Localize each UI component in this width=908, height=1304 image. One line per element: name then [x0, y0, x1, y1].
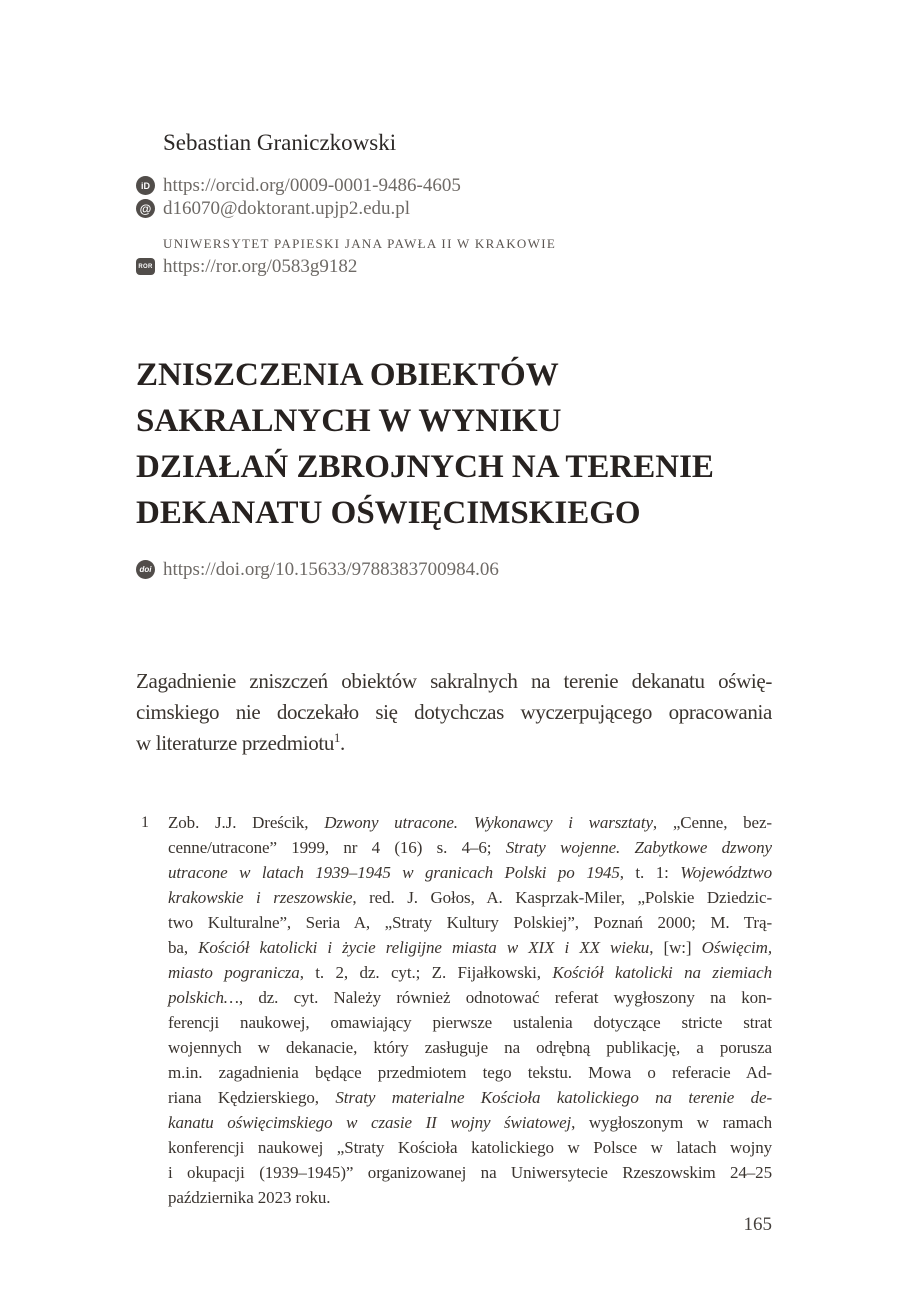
doi-icon: doi [136, 560, 155, 579]
lead-paragraph: Zagadnienie zniszczeń obiektów sakralnych na terenie dekanatu oświę- cimskiego nie doczekało się dotychczas wyczerpującego opracowania w literaturze przedmiotu$^1$. [136, 669, 772, 755]
title-line: DEKANATU OŚWIĘCIMSKIEGO [136, 495, 641, 531]
orcid-link[interactable]: https://orcid.org/0009-0001-9486-4605 [163, 175, 461, 196]
doi-row [136, 558, 499, 581]
ror-row [136, 255, 357, 278]
title-line: ZNISZCZENIA OBIEKTÓW [136, 357, 559, 393]
author-name: Sebastian Graniczkowski [163, 130, 397, 155]
title-line: DZIAŁAŃ ZBROJNYCH NA TERENIE [136, 449, 714, 485]
footnote [136, 810, 772, 1210]
article-title [136, 352, 816, 536]
email-link[interactable]: d16070@doktorant.upjp2.edu.pl [163, 198, 411, 219]
orcid-row [136, 174, 461, 197]
ror-link[interactable]: https://ror.org/0583g9182 [163, 256, 358, 277]
affiliation: UNIWERSYTET PAPIESKI JANA PAWŁA II W KRAKOWIE [163, 236, 557, 251]
footnote-text: Zob. J.J. Dreścik, Dzwony utracone. Wykonawcy i warsztaty, „Cenne, bez- cenne/utracone” 1999, nr 4 (16) s. 4–6; Straty wojenne. Zabytkowe dzwony utracone w latach 1939–1945 w granicach Polski po 1945, t. 1: Województwo krakowskie i rzeszowskie, red. J. Gołos, A. Kasprzak-Miler, „Polskie Dziedzic- two Kulturalne”, Seria A, „Straty Kultury Polskiej”, Poznań 2000; M. Trą- ba, Kościół katolicki i życie religijne miasta w XIX i XX wieku, [w:] Oświęcim, miasto pogranicza, t. 2, dz. cyt.; Z. Fijałkowski, Kościół katolicki na ziemiach polskich…, dz. cyt. Należy również odnotować referat wygłoszony na kon- ferencji naukowej, omawiający pierwsze ustalenia dotyczące stricte strat wojennych w dekanacie, który zasługuje na odrębną publikację, a porusza m.in. zagadnienia będące przedmiotem tego tekstu. Mowa o referacie Ad- riana Kędzierskiego, Straty materialne Kościoła katolickiego na terenie de- kanatu oświęcimskiego w czasie II wojny światowej, wygłoszonym w ramach konferencji naukowej „Straty Kościoła katolickiego w Polsce w latach wojny i okupacji (1939–1945)” organizowanej na Uniwersytecie Rzeszowskim 24–25 października 2023 roku. [168, 813, 773, 1207]
footnote-number: 1 [141, 814, 149, 831]
page-number: 165 [743, 1214, 772, 1235]
ror-icon: ROR [136, 258, 155, 275]
email-icon: @ [136, 199, 155, 218]
title-line: SAKRALNYCH W WYNIKU [136, 403, 562, 439]
orcid-icon: iD [136, 176, 155, 195]
doi-link[interactable]: https://doi.org/10.15633/9788383700984.06 [163, 559, 499, 580]
email-row [136, 197, 410, 220]
